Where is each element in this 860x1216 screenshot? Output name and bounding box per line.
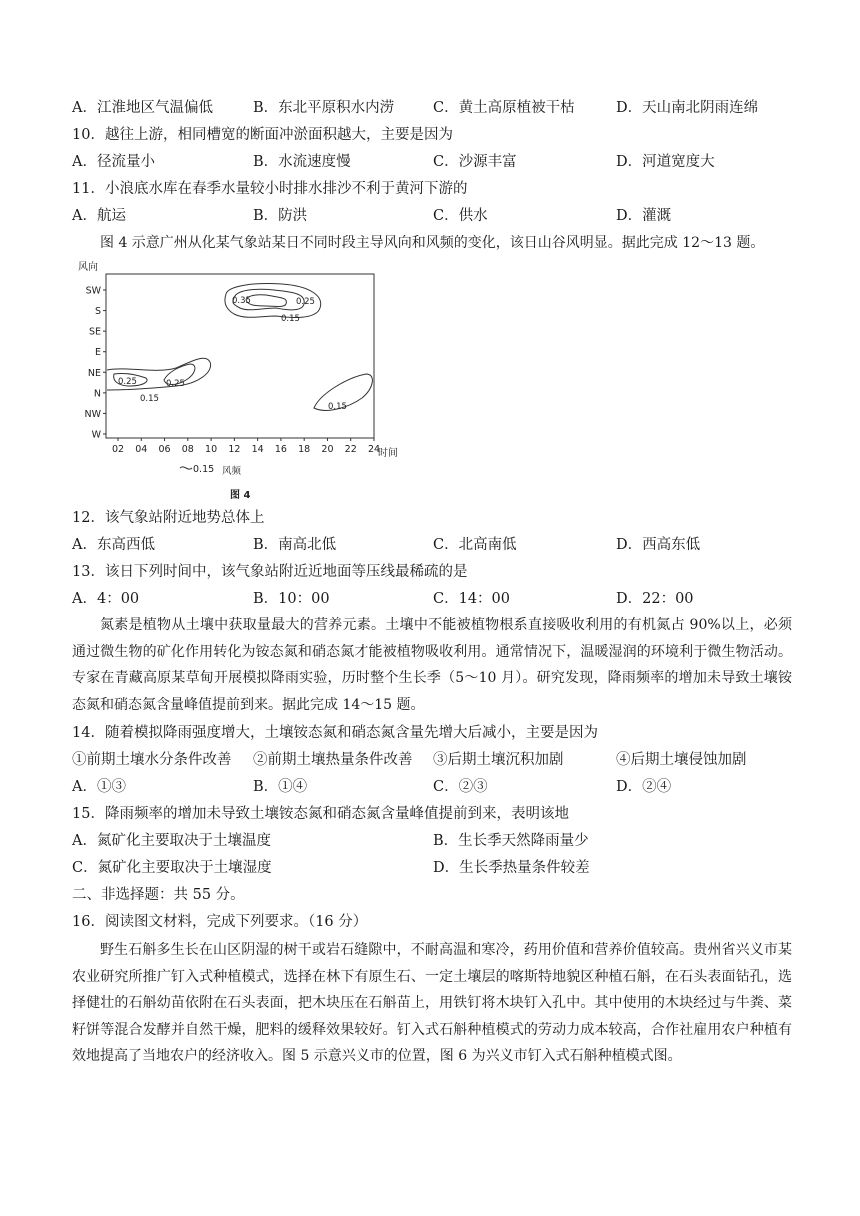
q14-stem: 14．随着模拟降雨强度增大，土壤铵态氮和硝态氮含量先增大后减小，主要是因为 (72, 725, 598, 741)
q13-option-c: C．14：00 (433, 591, 510, 607)
legend-line (180, 467, 192, 469)
q9-option-a: A．江淮地区气温偏低 (72, 100, 213, 116)
q10-option-d: D．河道宽度大 (616, 154, 715, 170)
q10-option-b: B．水流速度慢 (253, 154, 351, 170)
contour-label: 0.25 (296, 297, 315, 307)
q14-statement-4: ④后期土壤侵蚀加剧 (616, 752, 747, 768)
x-axis-title: 时间 (378, 448, 398, 459)
x-tick-label: 20 (321, 444, 334, 455)
y-axis-labels (85, 286, 107, 441)
y-tick-label: S (94, 306, 101, 318)
q12-option-c: C．北高南低 (433, 537, 517, 553)
q13-option-b: B．10：00 (253, 591, 330, 607)
x-tick-label: 12 (228, 444, 241, 455)
q12-option-a: A．东高西低 (72, 537, 155, 553)
q14-option-a: A．①③ (72, 779, 126, 795)
x-tick-label: 14 (251, 444, 264, 455)
q10-option-c: C．沙源丰富 (433, 154, 517, 170)
q13-stem: 13．该日下列时间中，该气象站附近近地面等压线最稀疏的是 (72, 564, 468, 580)
y-tick-label: E (94, 347, 101, 359)
passage-16: 野生石斛多生长在山区阴湿的树干或岩石缝隙中，不耐高温和寒冷，药用价值和营养价值较高。贵州省兴义市某农业研究所推广钉入式种植模式，选择在林下有原生石、一定土壤层的喀斯特地貌区种植石斛，在石头表面钻孔，选择健壮的石斛幼苗依附在石头表面，把木块压在石斛苗上，用铁钉将木块钉入孔中。其中使用的木块经过与牛粪、菜籽饼等混合发酵并自然干燥，肥料的缓释效果较好。钉入式石斛种植模式的劳动力成本较高，合作社雇用农户种植有效地提高了当地农户的经济收入。图 5 示意兴义市的位置，图 6 为兴义市钉入式石斛种植模式图。 (72, 942, 792, 1065)
q11-stem: 11．小浪底水库在春季水量较小时排水排沙不利于黄河下游的 (72, 181, 468, 197)
q14-statement-1: ①前期土壤水分条件改善 (72, 752, 232, 768)
x-tick-label: 02 (111, 444, 125, 455)
figure-4 (76, 258, 416, 502)
q11-option-b: B．防洪 (253, 208, 308, 224)
q10-stem: 10．越往上游，相同槽宽的断面冲淤面积越大，主要是因为 (72, 127, 453, 143)
q15-stem: 15．降雨频率的增加未导致土壤铵态氮和硝态氮含量峰值提前到来，表明该地 (72, 806, 569, 822)
q10-option-a: A．径流量小 (72, 154, 155, 170)
q11-option-c: C．供水 (433, 208, 488, 224)
x-tick-label: 06 (158, 444, 171, 455)
figure-caption: 图 4 (230, 490, 251, 501)
q14-option-d: D．②④ (616, 779, 672, 795)
x-tick-label: 04 (135, 444, 148, 455)
contour-label: 0.25 (166, 379, 185, 389)
q9-option-d: D．天山南北阴雨连绵 (616, 100, 759, 116)
contour-label: 0.15 (281, 314, 300, 324)
x-axis-labels (112, 438, 380, 455)
intro-12-13: 图 4 示意广州从化某气象站某日不同时段主导风向和风频的变化，该日山谷风明显。据此完成 12～13 题。 (100, 235, 765, 251)
x-tick-label: 08 (181, 444, 194, 455)
y-tick-label: NE (87, 367, 101, 379)
q12-option-d: D．西高东低 (616, 537, 701, 553)
passage-14-15: 氮素是植物从土壤中获取量最大的营养元素。土壤中不能被植物根系直接吸收利用的有机氮占 90%以上，必须通过微生物的矿化作用转化为铵态氮和硝态氮才能被植物吸收利用。通常情况下，温暖湿润的环境利于微生物活动。专家在青藏高原某草甸开展模拟降雨实验，历时整个生长季（5～10 月）。研究发现，降雨频率的增加未导致土壤铵态氮和硝态氮含量峰值提前到来。据此完成 14～15 题。 (72, 617, 792, 713)
x-tick-label: 16 (274, 444, 287, 455)
q11-option-d: D．灌溉 (616, 208, 672, 224)
y-tick-label: NW (84, 408, 101, 420)
contour-label: 0.25 (118, 377, 137, 387)
x-tick-label: 24 (367, 444, 381, 455)
q15-option-b: B．生长季天然降雨量少 (433, 833, 589, 849)
y-axis-title: 风向 (78, 262, 98, 273)
q14-statement-2: ②前期土壤热量条件改善 (253, 752, 413, 768)
x-tick-label: 10 (205, 444, 218, 455)
contour-label: 0.35 (232, 296, 251, 306)
contour-label: 0.15 (328, 402, 347, 412)
x-tick-label: 18 (298, 444, 311, 455)
q15-option-a: A．氮矿化主要取决于土壤温度 (72, 833, 271, 849)
legend-value: 0.15 (193, 464, 215, 475)
x-tick-label: 22 (344, 444, 357, 455)
q9-option-b: B．东北平原积水内涝 (253, 100, 395, 116)
y-tick-label: N (93, 388, 101, 400)
q14-option-b: B．①④ (253, 779, 308, 795)
y-tick-label: SW (85, 285, 101, 297)
q11-option-a: A．航运 (72, 208, 126, 224)
q12-option-b: B．南高北低 (253, 537, 337, 553)
q13-option-a: A．4：00 (72, 591, 140, 607)
section-2-heading: 二、非选择题：共 55 分。 (72, 887, 245, 903)
q16-stem: 16．阅读图文材料，完成下列要求。（16 分） (72, 914, 368, 930)
q15-option-d: D．生长季热量条件较差 (433, 860, 590, 876)
y-tick-label: SE (88, 326, 101, 338)
contour-0.35-south (246, 295, 286, 307)
q13-option-d: D．22：00 (616, 591, 694, 607)
y-tick-label: W (91, 429, 101, 441)
legend-label: 风频 (222, 466, 242, 477)
q15-option-c: C．氮矿化主要取决于土壤湿度 (72, 860, 272, 876)
q12-stem: 12．该气象站附近地势总体上 (72, 510, 265, 526)
contour-label: 0.15 (140, 394, 159, 404)
q14-statement-3: ③后期土壤沉积加剧 (433, 752, 564, 768)
q14-option-c: C．②③ (433, 779, 488, 795)
q9-option-c: C．黄土高原植被干枯 (433, 100, 575, 116)
